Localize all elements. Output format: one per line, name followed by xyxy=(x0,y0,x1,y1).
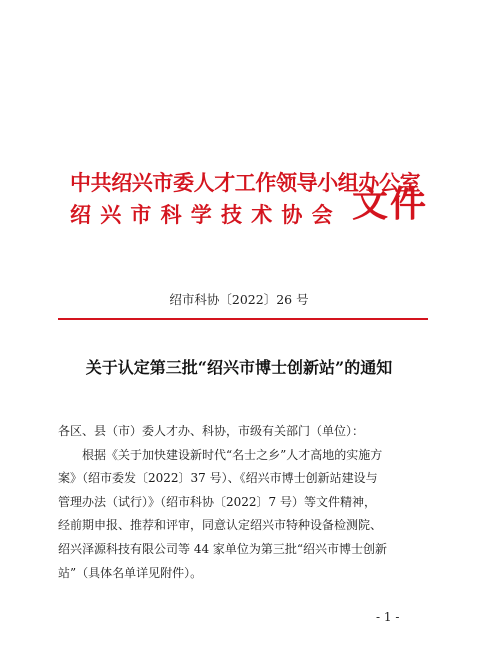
issuer-line-party-office: 中共绍兴市委人才工作领导小组办公室 xyxy=(70,170,421,195)
header-red-divider xyxy=(58,318,428,320)
body-line-6: 站”（具体名单详见附件）。 xyxy=(58,565,203,580)
salutation: 各区、县（市）委人才办、科协，市级有关部门（单位）： xyxy=(58,424,365,438)
page-number: - 1 - xyxy=(376,610,400,624)
body-line-2: 案》（绍市委发〔2022〕37 号）、《绍兴市博士创新站建设与 xyxy=(58,471,378,486)
body-line-4: 经前期申报、推荐和评审，同意认定绍兴市特种设备检测院、 xyxy=(58,518,383,533)
body-line-5: 绍兴泽源科技有限公司等 44 家单位为第三批“绍兴市博士创新 xyxy=(58,541,388,556)
body-line-3: 管理办法（试行）》（绍市科协〔2022〕7 号）等文件精神， xyxy=(58,494,376,509)
document-title: 关于认定第三批“绍兴市博士创新站”的通知 xyxy=(85,358,393,377)
document-header-word: 文件 xyxy=(352,183,429,225)
issuer-line-science-association: 绍兴市科学技术协会 xyxy=(70,202,342,227)
document-number: 绍市科协〔2022〕26 号 xyxy=(169,292,309,307)
document-body xyxy=(58,420,430,585)
body-line-1: 根据《关于加快建设新时代“名士之乡”人才高地的实施方 xyxy=(82,447,383,462)
